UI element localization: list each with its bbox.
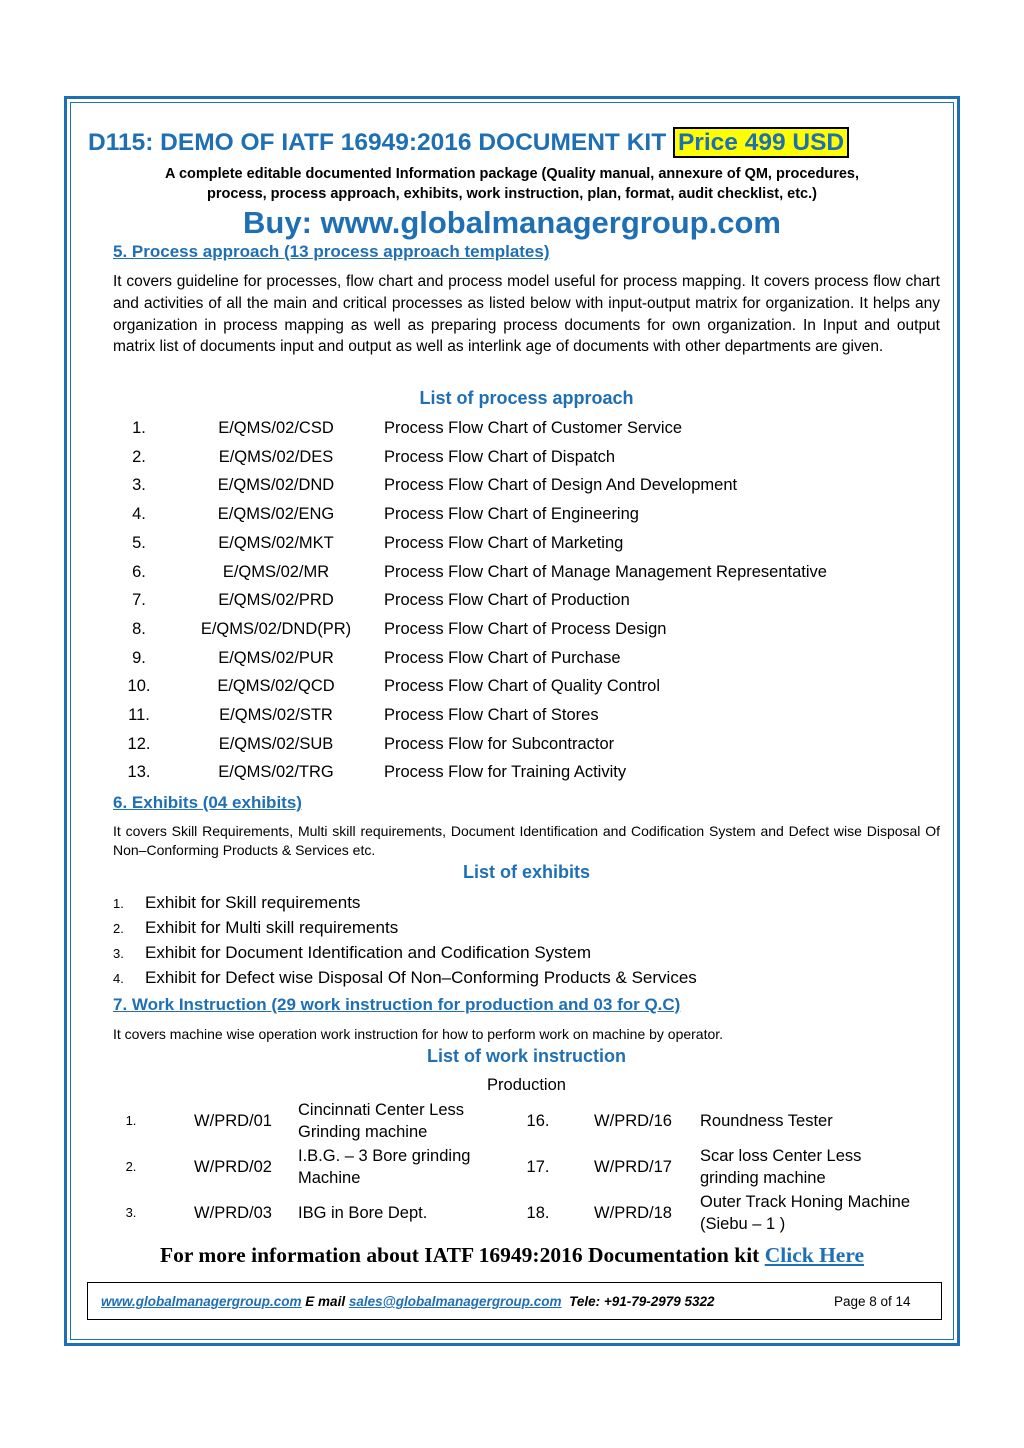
row-number: 2. — [132, 447, 146, 466]
document-code: E/QMS/02/QCD — [217, 677, 335, 696]
process-approach-row — [113, 529, 940, 558]
document-code: E/QMS/02/ENG — [217, 505, 335, 524]
row-number: 6. — [132, 562, 146, 581]
row-number: 13. — [127, 763, 151, 782]
row-number: 10. — [127, 677, 151, 696]
row-number: 1. — [132, 419, 146, 437]
document-code: W/PRD/01 — [194, 1112, 272, 1130]
row-number: 4. — [132, 505, 146, 524]
footer-email-label: E mail — [305, 1294, 346, 1309]
instruction-title: I.B.G. – 3 Bore grinding Machine — [298, 1147, 471, 1187]
row-number: 3. — [125, 1205, 137, 1220]
document-code: E/QMS/02/DND — [217, 476, 335, 495]
row-number: 9. — [132, 648, 146, 667]
section-5-paragraph: It covers guideline for processes, flow chart and process model useful for process mapping. It covers process flow chart and activities of all the main and critical processes as listed below with input-output matrix for organization. It helps any organization in process mapping as well as preparing process documents for own organization. In Input and output matrix list of documents input and output as well as interlink age of documents with other departments are given. — [113, 273, 940, 356]
document-title: Process Flow Chart of Production — [384, 591, 630, 610]
document-title — [88, 126, 948, 160]
document-code: E/QMS/02/PUR — [218, 648, 334, 667]
row-number: 3. — [132, 476, 146, 495]
work-instruction-row — [108, 1098, 948, 1144]
row-number: 16. — [526, 1112, 550, 1130]
work-instruction-row — [108, 1144, 948, 1190]
title-text: D115: DEMO OF IATF 16949:2016 DOCUMENT KIT — [88, 129, 667, 156]
process-approach-row — [113, 701, 940, 730]
section-6-paragraph: It covers Skill Requirements, Multi skill requirements, Document Identification and Codification System and Defect wise Disposal Of Non–Conforming Products & Services etc. — [113, 823, 940, 858]
footer-email-link[interactable]: sales@globalmanagergroup.com — [348, 1294, 562, 1309]
exhibit-item — [113, 965, 940, 990]
instruction-title: IBG in Bore Dept. — [298, 1204, 428, 1222]
footer-contact — [101, 1293, 715, 1311]
footer-tele: Tele: +91-79-2979 5322 — [569, 1294, 715, 1309]
section-7-paragraph: It covers machine wise operation work instruction for how to perform work on machine by operator. — [113, 1026, 724, 1042]
instruction-title: Roundness Tester — [700, 1112, 833, 1130]
row-number: 17. — [526, 1158, 550, 1176]
subtitle-line-1: A complete editable documented Information package (Quality manual, annexure of QM, procedures, — [165, 166, 859, 182]
row-number: 1. — [125, 1113, 137, 1128]
document-title: Process Flow Chart of Manage Management Representative — [384, 562, 827, 581]
item-number: 4. — [113, 971, 124, 986]
process-approach-row — [113, 758, 940, 787]
document-title: Process Flow Chart of Engineering — [384, 505, 639, 524]
process-approach-row — [113, 558, 940, 587]
document-code: E/QMS/02/MKT — [218, 533, 334, 552]
document-title: Process Flow Chart of Dispatch — [384, 447, 616, 466]
instruction-title: Outer Track Honing Machine (Siebu – 1 ) — [700, 1193, 911, 1233]
process-approach-row — [113, 730, 940, 759]
production-subheading: Production — [487, 1076, 566, 1094]
document-code: E/QMS/02/SUB — [218, 734, 334, 753]
item-number: 2. — [113, 921, 124, 936]
exhibit-item — [113, 890, 940, 915]
section-5-heading: 5. Process approach (13 process approach templates) — [113, 242, 550, 261]
subtitle-line-2: process, process approach, exhibits, work instruction, plan, format, audit checklist, etc.) — [207, 186, 817, 202]
process-approach-list-heading: List of process approach — [419, 388, 634, 408]
item-number: 1. — [113, 896, 124, 911]
document-title: Process Flow Chart of Stores — [384, 706, 599, 724]
more-info-line — [92, 1240, 932, 1270]
instruction-title: Scar loss Center Less grinding machine — [700, 1147, 862, 1187]
row-number: 2. — [125, 1159, 137, 1174]
footer-website-link[interactable]: www.globalmanagergroup.com — [101, 1294, 302, 1309]
exhibits-list-heading: List of exhibits — [462, 862, 590, 882]
process-approach-row — [113, 414, 940, 443]
document-code: E/QMS/02/CSD — [218, 419, 334, 437]
exhibit-item — [113, 915, 940, 940]
document-code: W/PRD/16 — [594, 1112, 672, 1130]
document-title: Process Flow Chart of Purchase — [384, 648, 621, 667]
process-approach-row — [113, 672, 940, 701]
document-code: E/QMS/02/DES — [218, 447, 334, 466]
document-title: Process Flow for Training Activity — [384, 763, 627, 782]
page-number: Page 8 of 14 — [834, 1294, 911, 1309]
exhibit-text: Exhibit for Document Identification and Codification System — [145, 943, 592, 962]
document-title: Process Flow Chart of Process Design — [384, 619, 667, 638]
exhibit-item — [113, 940, 940, 965]
process-approach-row — [113, 644, 940, 673]
row-number: 12. — [127, 734, 151, 753]
document-title: Process Flow Chart of Customer Service — [384, 419, 683, 437]
process-approach-row — [113, 471, 940, 500]
row-number: 11. — [128, 706, 150, 724]
instruction-title: Cincinnati Center Less Grinding machine — [298, 1101, 464, 1141]
buy-link[interactable]: Buy: www.globalmanagergroup.com — [243, 205, 781, 240]
document-code: E/QMS/02/MR — [222, 562, 330, 581]
click-here-link[interactable]: Click Here — [764, 1243, 865, 1267]
section-6-heading: 6. Exhibits (04 exhibits) — [113, 793, 302, 812]
document-title: Process Flow Chart of Quality Control — [384, 677, 661, 696]
row-number: 18. — [526, 1204, 550, 1222]
document-code: E/QMS/02/TRG — [218, 763, 334, 782]
row-number: 7. — [132, 591, 146, 610]
document-code: W/PRD/03 — [194, 1204, 272, 1222]
exhibit-text: Exhibit for Skill requirements — [145, 893, 361, 912]
section-7-heading: 7. Work Instruction (29 work instruction for production and 03 for Q.C) — [113, 995, 681, 1014]
exhibit-text: Exhibit for Multi skill requirements — [145, 918, 399, 937]
process-approach-row — [113, 500, 940, 529]
more-info-text: For more information about IATF 16949:2016 Documentation kit — [159, 1243, 760, 1267]
exhibit-text: Exhibit for Defect wise Disposal Of Non–Conforming Products & Services — [145, 968, 697, 987]
process-approach-row — [113, 615, 940, 644]
document-title: Process Flow for Subcontractor — [384, 734, 615, 753]
item-number: 3. — [113, 946, 124, 961]
document-code: E/QMS/02/DND(PR) — [200, 619, 352, 638]
work-instruction-row — [108, 1190, 948, 1236]
price-badge: Price 499 USD — [673, 127, 849, 158]
document-code: W/PRD/17 — [594, 1158, 672, 1176]
document-title: Process Flow Chart of Marketing — [384, 533, 624, 552]
document-code: E/QMS/02/PRD — [218, 591, 334, 610]
process-approach-row — [113, 443, 940, 472]
document-title: Process Flow Chart of Design And Development — [384, 476, 738, 495]
work-instruction-list-heading: List of work instruction — [426, 1046, 626, 1066]
document-code: E/QMS/02/STR — [219, 706, 333, 724]
document-subtitle — [92, 164, 932, 204]
document-code: W/PRD/18 — [594, 1204, 672, 1222]
row-number: 5. — [132, 533, 146, 552]
row-number: 8. — [132, 619, 146, 638]
document-code: W/PRD/02 — [194, 1158, 272, 1176]
process-approach-row — [113, 586, 940, 615]
